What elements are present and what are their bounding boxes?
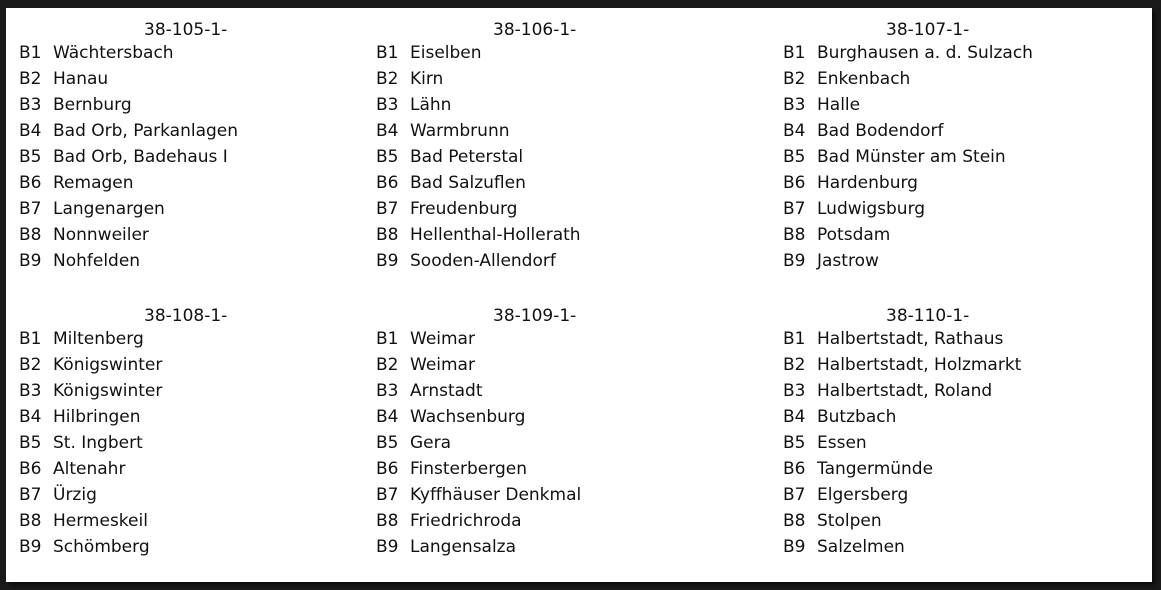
catalog-entry: [783, 534, 1153, 560]
catalog-entry: [19, 222, 389, 248]
entry-place-name: Halbertstadt, Holzmarkt: [817, 355, 1022, 375]
catalog-entry: [376, 170, 746, 196]
catalog-entry: [376, 92, 746, 118]
entry-code: B7: [376, 485, 399, 505]
entry-place-name: Altenahr: [53, 459, 126, 479]
entry-place-name: Bad Bodendorf: [817, 121, 944, 141]
entry-place-name: Kirn: [410, 69, 444, 89]
catalog-entry: [783, 352, 1153, 378]
entry-place-name: St. Ingbert: [53, 433, 143, 453]
entry-code: B2: [783, 69, 806, 89]
entry-place-name: Finsterbergen: [410, 459, 527, 479]
catalog-entry: [783, 404, 1153, 430]
catalog-entry: [19, 430, 389, 456]
entry-code: B4: [783, 407, 806, 427]
entry-code: B1: [783, 329, 806, 349]
entry-place-name: Warmbrunn: [410, 121, 510, 141]
entry-place-name: Weimar: [410, 355, 475, 375]
entry-place-name: Lähn: [410, 95, 452, 115]
group-title: 38-110-1-: [886, 306, 970, 326]
catalog-entry: [783, 482, 1153, 508]
catalog-entry: [376, 196, 746, 222]
entry-place-name: Hardenburg: [817, 173, 918, 193]
group-title: 38-109-1-: [493, 306, 577, 326]
entry-code: B3: [19, 95, 42, 115]
entry-place-name: Königswinter: [53, 355, 163, 375]
catalog-entry: [783, 40, 1153, 66]
entry-place-name: Weimar: [410, 329, 475, 349]
entry-place-name: Friedrichroda: [410, 511, 522, 531]
entry-code: B2: [19, 69, 42, 89]
catalog-entry: [376, 40, 746, 66]
entry-place-name: Halbertstadt, Roland: [817, 381, 993, 401]
entry-code: B7: [19, 485, 42, 505]
entry-place-name: Sooden-Allendorf: [410, 251, 556, 271]
catalog-entry: [376, 404, 746, 430]
entry-code: B8: [783, 225, 806, 245]
entry-place-name: Tangermünde: [817, 459, 934, 479]
catalog-entry: [783, 170, 1153, 196]
catalog-entry: [19, 482, 389, 508]
entry-place-name: Hanau: [53, 69, 109, 89]
entry-code: B1: [783, 43, 806, 63]
catalog-entry: [376, 144, 746, 170]
entry-place-name: Bernburg: [53, 95, 132, 115]
entry-code: B4: [19, 407, 42, 427]
catalog-entry: [783, 118, 1153, 144]
entry-code: B1: [376, 43, 399, 63]
entry-code: B8: [376, 225, 399, 245]
entry-code: B3: [19, 381, 42, 401]
entry-place-name: Langensalza: [410, 537, 517, 557]
entry-place-name: Potsdam: [817, 225, 891, 245]
entry-place-name: Wachsenburg: [410, 407, 526, 427]
entry-code: B3: [783, 381, 806, 401]
entry-code: B9: [19, 251, 42, 271]
entry-code: B8: [19, 225, 42, 245]
catalog-sheet: [6, 8, 1152, 582]
entry-place-name: Wächtersbach: [53, 43, 174, 63]
entry-place-name: Butzbach: [817, 407, 897, 427]
catalog-entry: [19, 196, 389, 222]
entry-code: B2: [376, 355, 399, 375]
entry-code: B9: [376, 251, 399, 271]
entry-code: B6: [19, 459, 42, 479]
entry-code: B8: [19, 511, 42, 531]
entry-place-name: Halbertstadt, Rathaus: [817, 329, 1004, 349]
catalog-entry: [19, 144, 389, 170]
entry-place-name: Ludwigsburg: [817, 199, 926, 219]
catalog-entry: [19, 352, 389, 378]
entry-code: B2: [783, 355, 806, 375]
entry-code: B4: [783, 121, 806, 141]
entry-code: B8: [783, 511, 806, 531]
entry-place-name: Schömberg: [53, 537, 150, 557]
entry-place-name: Enkenbach: [817, 69, 911, 89]
entry-code: B7: [19, 199, 42, 219]
catalog-entry: [376, 326, 746, 352]
catalog-entry: [783, 456, 1153, 482]
entry-code: B1: [19, 329, 42, 349]
entry-place-name: Nohfelden: [53, 251, 141, 271]
group-title: 38-105-1-: [144, 20, 228, 40]
entry-place-name: Miltenberg: [53, 329, 144, 349]
catalog-entry: [783, 92, 1153, 118]
entry-code: B4: [376, 121, 399, 141]
entry-place-name: Nonnweiler: [53, 225, 149, 245]
entry-place-name: Bad Orb, Badehaus I: [53, 147, 228, 167]
entry-place-name: Königswinter: [53, 381, 163, 401]
entry-code: B7: [783, 199, 806, 219]
entry-code: B5: [376, 433, 399, 453]
entry-place-name: Bad Orb, Parkanlagen: [53, 121, 239, 141]
catalog-entry: [376, 534, 746, 560]
catalog-entry: [376, 482, 746, 508]
entry-code: B5: [19, 433, 42, 453]
entry-place-name: Kyffhäuser Denkmal: [410, 485, 582, 505]
entry-code: B4: [376, 407, 399, 427]
catalog-entry: [783, 196, 1153, 222]
entry-code: B2: [376, 69, 399, 89]
entry-code: B4: [19, 121, 42, 141]
catalog-entry: [783, 66, 1153, 92]
entry-code: B3: [376, 381, 399, 401]
entry-place-name: Burghausen a. d. Sulzach: [817, 43, 1033, 63]
entry-code: B1: [19, 43, 42, 63]
entry-code: B9: [783, 537, 806, 557]
entry-place-name: Bad Münster am Stein: [817, 147, 1006, 167]
catalog-entry: [376, 508, 746, 534]
group-title: 38-106-1-: [493, 20, 577, 40]
entry-place-name: Essen: [817, 433, 867, 453]
entry-place-name: Bad Peterstal: [410, 147, 524, 167]
entry-place-name: Hellenthal-Hollerath: [410, 225, 581, 245]
catalog-entry: [19, 92, 389, 118]
entry-code: B7: [783, 485, 806, 505]
catalog-entry: [376, 118, 746, 144]
group-title: 38-107-1-: [886, 20, 970, 40]
catalog-entry: [783, 508, 1153, 534]
entry-code: B5: [376, 147, 399, 167]
entry-place-name: Hilbringen: [53, 407, 141, 427]
entry-code: B9: [783, 251, 806, 271]
entry-place-name: Bad Salzuflen: [410, 173, 526, 193]
entry-code: B2: [19, 355, 42, 375]
catalog-entry: [376, 378, 746, 404]
catalog-entry: [19, 118, 389, 144]
entry-place-name: Gera: [410, 433, 452, 453]
catalog-entry: [19, 170, 389, 196]
entry-code: B6: [376, 173, 399, 193]
entry-code: B1: [376, 329, 399, 349]
catalog-entry: [376, 430, 746, 456]
catalog-entry: [19, 40, 389, 66]
entry-place-name: Freudenburg: [410, 199, 518, 219]
catalog-entry: [783, 326, 1153, 352]
entry-place-name: Ürzig: [53, 485, 97, 505]
entry-place-name: Halle: [817, 95, 861, 115]
catalog-entry: [19, 456, 389, 482]
entry-code: B8: [376, 511, 399, 531]
entry-code: B6: [783, 459, 806, 479]
catalog-entry: [376, 456, 746, 482]
catalog-entry: [783, 378, 1153, 404]
entry-code: B3: [376, 95, 399, 115]
catalog-entry: [19, 404, 389, 430]
entry-place-name: Eiselben: [410, 43, 482, 63]
catalog-entry: [376, 66, 746, 92]
entry-code: B5: [783, 147, 806, 167]
catalog-entry: [19, 534, 389, 560]
entry-place-name: Langenargen: [53, 199, 165, 219]
entry-code: B9: [19, 537, 42, 557]
catalog-entry: [783, 430, 1153, 456]
catalog-entry: [19, 66, 389, 92]
entry-code: B6: [783, 173, 806, 193]
catalog-entry: [376, 352, 746, 378]
entry-place-name: Stolpen: [817, 511, 882, 531]
entry-place-name: Arnstadt: [410, 381, 483, 401]
entry-place-name: Salzelmen: [817, 537, 905, 557]
catalog-entry: [376, 222, 746, 248]
entry-code: B5: [783, 433, 806, 453]
catalog-entry: [19, 378, 389, 404]
catalog-entry: [376, 248, 746, 274]
entry-code: B9: [376, 537, 399, 557]
entry-place-name: Remagen: [53, 173, 134, 193]
entry-place-name: Elgersberg: [817, 485, 909, 505]
entry-place-name: Jastrow: [817, 251, 879, 271]
entry-code: B3: [783, 95, 806, 115]
catalog-entry: [783, 144, 1153, 170]
catalog-entry: [19, 248, 389, 274]
entry-code: B5: [19, 147, 42, 167]
catalog-entry: [19, 508, 389, 534]
entry-code: B6: [19, 173, 42, 193]
catalog-entry: [19, 326, 389, 352]
entry-code: B6: [376, 459, 399, 479]
catalog-entry: [783, 248, 1153, 274]
entry-place-name: Hermeskeil: [53, 511, 148, 531]
group-title: 38-108-1-: [144, 306, 228, 326]
catalog-entry: [783, 222, 1153, 248]
entry-code: B7: [376, 199, 399, 219]
